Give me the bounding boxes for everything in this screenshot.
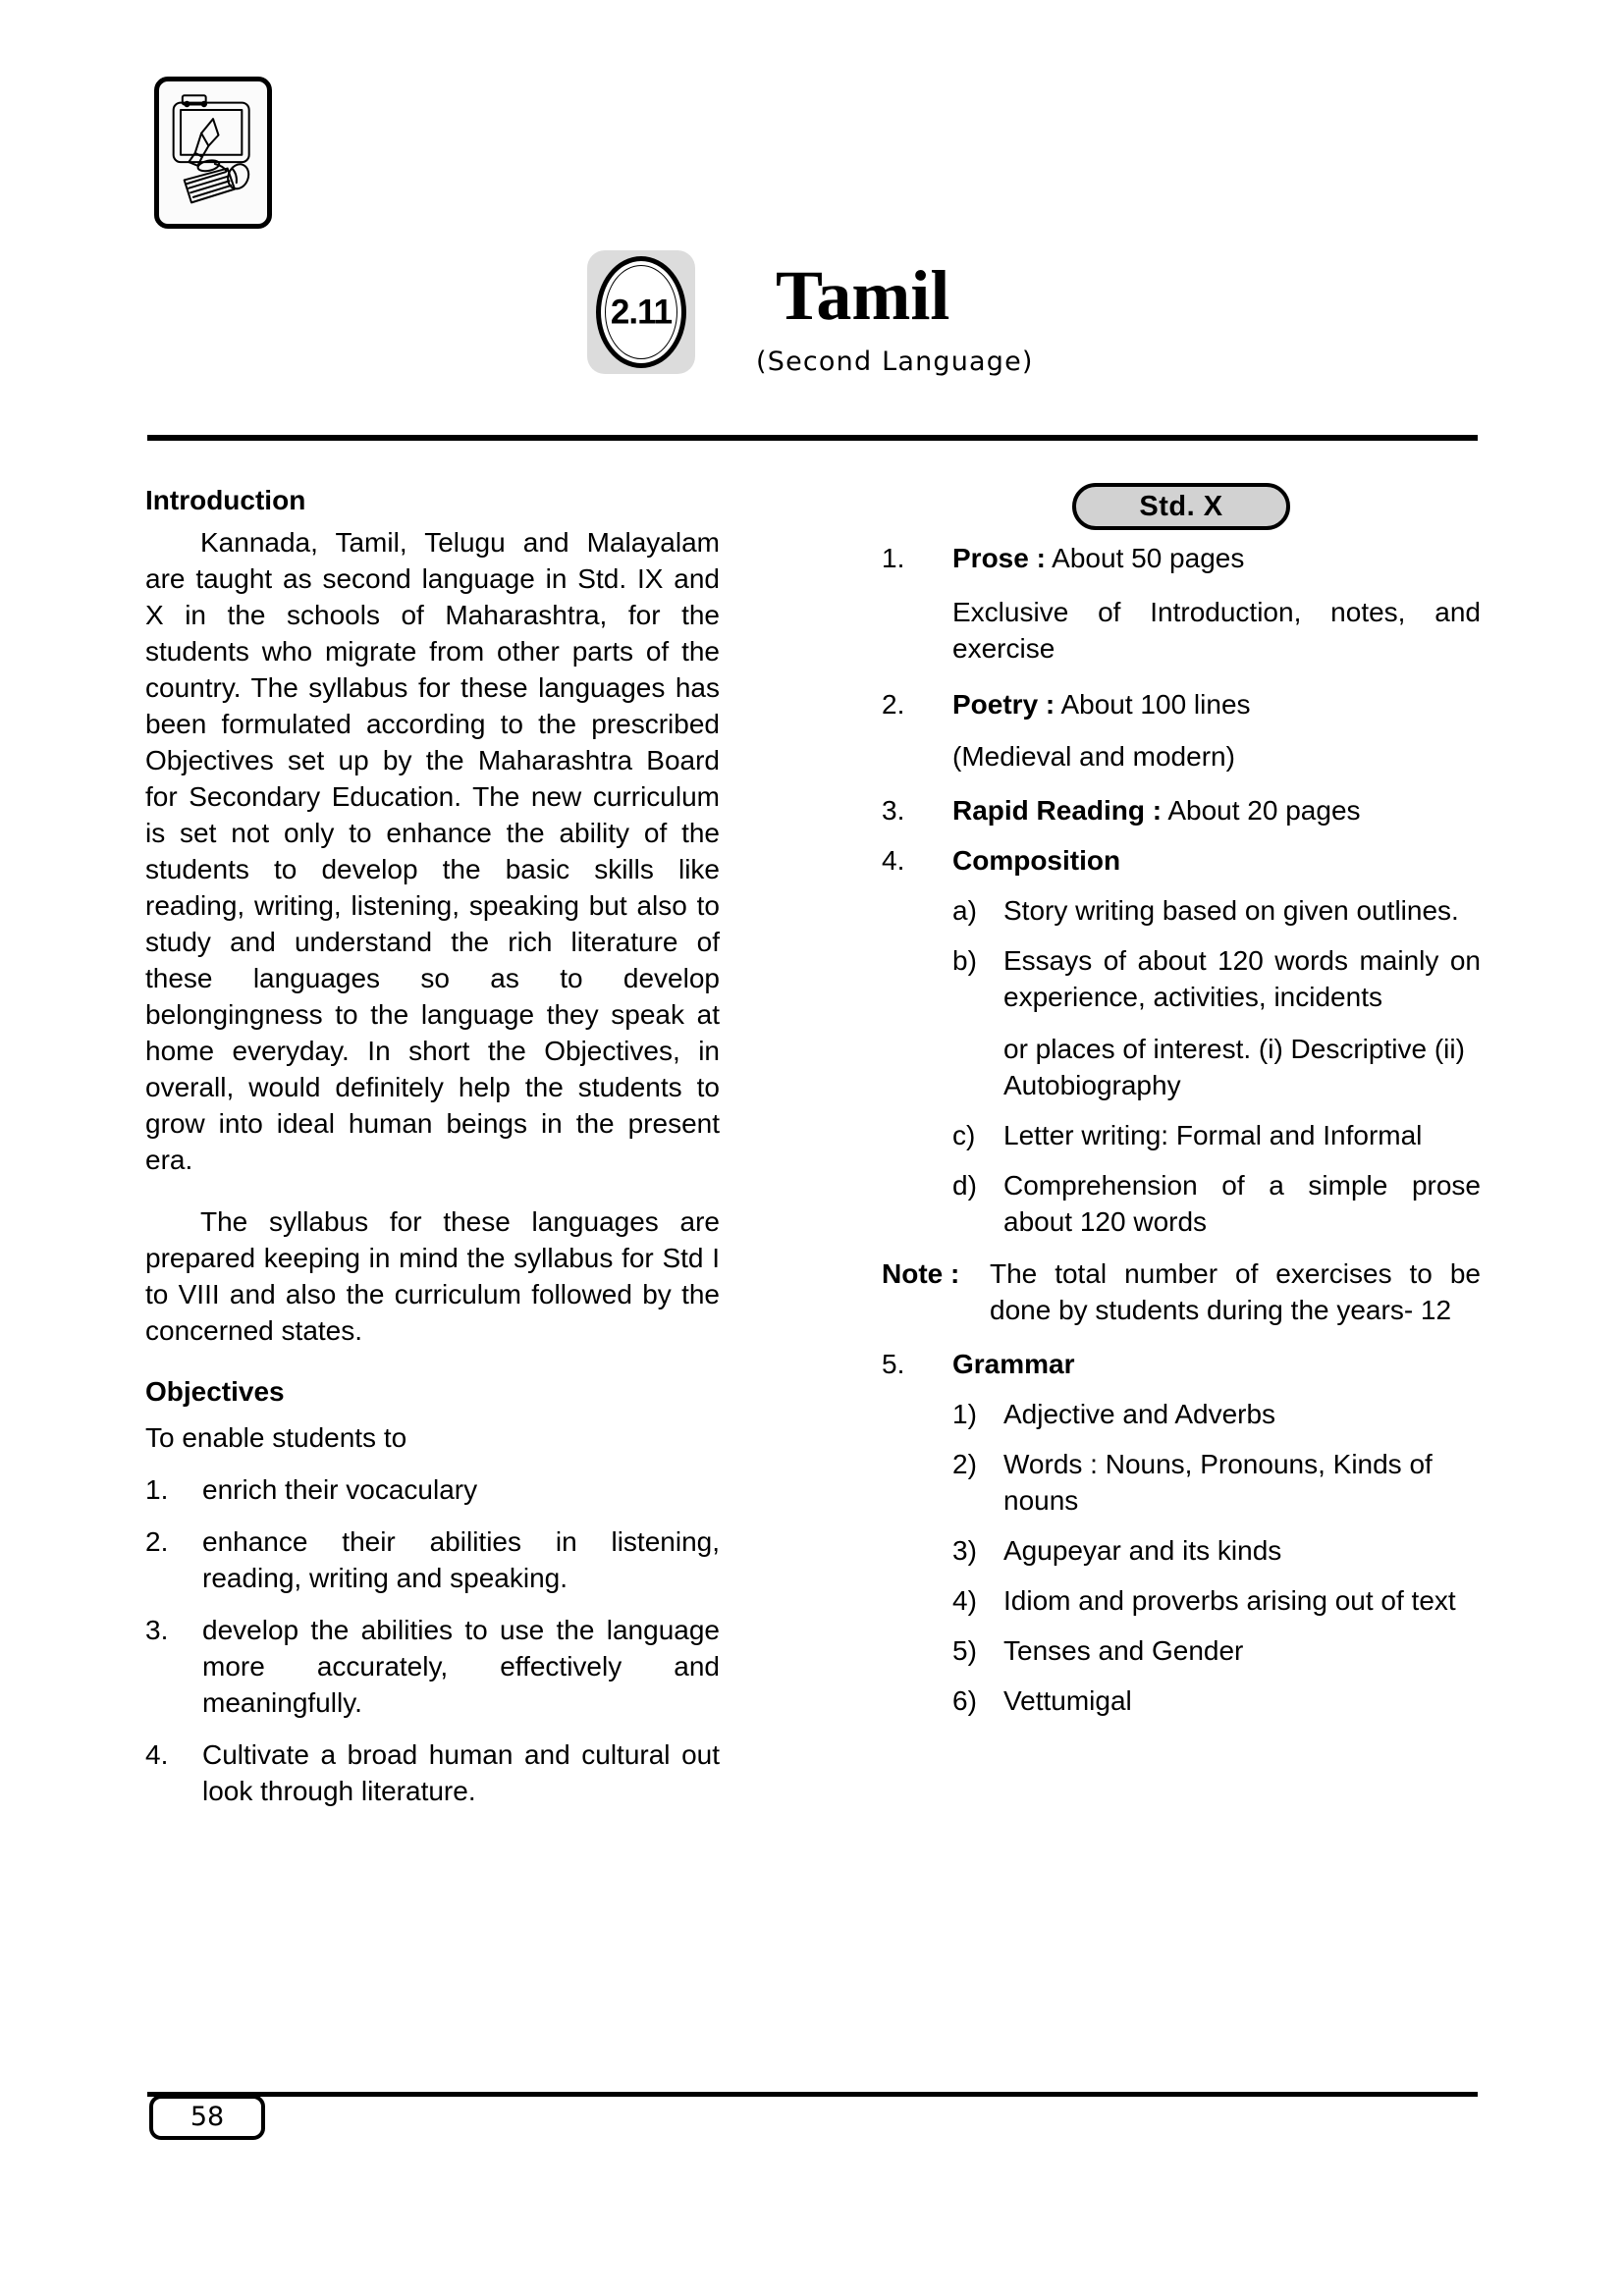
footer-divider: [147, 2092, 1478, 2097]
page-title: Tamil: [776, 256, 950, 335]
list-text: [952, 1346, 1481, 1382]
item-label: Poetry :: [952, 689, 1055, 720]
right-column: [882, 483, 1481, 1719]
list-marker: b): [952, 945, 977, 976]
list-marker: a): [952, 895, 977, 926]
list-marker: 4.: [145, 1739, 169, 1770]
list-item: [952, 1396, 1481, 1432]
list-marker: 5): [952, 1635, 977, 1666]
list-item: [952, 1167, 1481, 1240]
list-marker: d): [952, 1170, 977, 1201]
page-number-box: [149, 2095, 265, 2140]
list-marker: 2.: [882, 689, 905, 720]
list-text: develop the abilities to use the language more accurately, effectively and meaningfully.: [202, 1615, 720, 1718]
list-marker: 4): [952, 1585, 977, 1616]
poetry-note: (Medieval and modern): [952, 741, 1235, 772]
list-item: [145, 1471, 720, 1508]
list-marker: 1.: [145, 1474, 169, 1505]
list-item: [145, 1612, 720, 1721]
list-item: [952, 942, 1481, 1015]
item-value: About 100 lines: [1055, 689, 1251, 720]
note-label: Note :: [882, 1258, 960, 1289]
list-text: Letter writing: Formal and Informal: [1003, 1120, 1423, 1150]
list-marker: 3.: [145, 1615, 169, 1645]
list-text: Tenses and Gender: [1003, 1635, 1244, 1666]
list-item: [145, 1736, 720, 1809]
intro-paragraph-1: Kannada, Tamil, Telugu and Malayalam are taught as second language in Std. IX and X in the schools of Maharashtra, for the students who migrate from other parts of the country. The syllabus for these languages has been formulated according to the prescribed Objectives set up by the Maharashtra Board for Secondary Education. The new curriculum is set not only to enhance the ability of the students to develop the basic skills like reading, writing, listening, speaking but also to study and understand the rich literature of these languages so as to develop belongingness to the language they speak at home everyday. In short the Objectives, in overall, would definitely help the students to grow into ideal human beings in the present era.: [145, 527, 720, 1175]
syllabus-item-rapid-reading: [882, 792, 1481, 828]
item-label: Prose :: [952, 543, 1046, 573]
list-text: Idiom and proverbs arising out of text: [1003, 1585, 1456, 1616]
list-item: [952, 1446, 1481, 1519]
list-text: Words : Nouns, Pronouns, Kinds of nouns: [1003, 1449, 1433, 1516]
page-subtitle: (Second Language): [756, 347, 1034, 377]
status-badge: [1072, 483, 1290, 530]
list-text: [952, 842, 1481, 879]
introduction-heading: Introduction: [145, 485, 306, 515]
list-marker: 1): [952, 1399, 977, 1429]
list-marker: 6): [952, 1685, 977, 1716]
list-item: [952, 1632, 1481, 1669]
syllabus-item-composition: [882, 842, 1481, 879]
item-label: Grammar: [952, 1349, 1075, 1379]
list-text: [952, 686, 1481, 722]
list-text: Adjective and Adverbs: [1003, 1399, 1276, 1429]
syllabus-item-prose: [882, 540, 1481, 576]
list-text: enrich their vocaculary: [202, 1474, 478, 1505]
list-marker: 1.: [882, 543, 905, 573]
chapter-number-badge: [587, 250, 695, 374]
prose-note: Exclusive of Introduction, notes, and exercise: [952, 597, 1481, 664]
item-label: Composition: [952, 845, 1121, 876]
list-text: [952, 792, 1481, 828]
left-column: [145, 483, 720, 1809]
note-block: [882, 1255, 1481, 1328]
list-text: Vettumigal: [1003, 1685, 1132, 1716]
item-value: About 20 pages: [1162, 795, 1361, 826]
list-marker: 3): [952, 1535, 977, 1566]
list-marker: 3.: [882, 795, 905, 826]
item-value: About 50 pages: [1045, 543, 1245, 573]
list-marker: 2.: [145, 1526, 169, 1557]
std-badge-label: Std. X: [1139, 491, 1223, 522]
list-marker: 5.: [882, 1349, 905, 1379]
list-item: [952, 1582, 1481, 1619]
std-badge-wrapper: [882, 483, 1481, 530]
chapter-number: 2.11: [610, 293, 673, 332]
list-text: Comprehension of a simple prose about 120 words: [1003, 1170, 1481, 1237]
item-label: Rapid Reading :: [952, 795, 1163, 826]
objectives-lead: To enable students to: [145, 1422, 407, 1453]
list-text: Cultivate a broad human and cultural out look through literature.: [202, 1739, 720, 1806]
intro-paragraph-2: The syllabus for these languages are prepared keeping in mind the syllabus for Std I to VIII and also the curriculum followed by the concerned states.: [145, 1206, 720, 1346]
list-text: Story writing based on given outlines.: [1003, 895, 1459, 926]
composition-b-continuation: or places of interest. (i) Descriptive (ii) Autobiography: [1003, 1034, 1465, 1100]
list-item: [952, 1532, 1481, 1569]
header-divider: [147, 435, 1478, 441]
list-item: [952, 892, 1481, 929]
syllabus-item-poetry: [882, 686, 1481, 722]
list-text: Essays of about 120 words mainly on experience, activities, incidents: [1003, 945, 1481, 1012]
page-number: 58: [189, 2102, 225, 2132]
list-item: [952, 1117, 1481, 1153]
list-item: [952, 1682, 1481, 1719]
list-marker: 4.: [882, 845, 905, 876]
computer-monitor-pencil-keyboard-mouse-icon: [154, 77, 272, 229]
chapter-badge-ellipse: [596, 256, 686, 368]
syllabus-item-grammar: [882, 1346, 1481, 1382]
note-text: The total number of exercises to be done by students during the years- 12: [990, 1258, 1481, 1325]
list-marker: 2): [952, 1449, 977, 1479]
list-text: Agupeyar and its kinds: [1003, 1535, 1282, 1566]
list-marker: c): [952, 1120, 976, 1150]
list-text: [952, 540, 1481, 576]
list-item: [145, 1523, 720, 1596]
list-text: enhance their abilities in listening, reading, writing and speaking.: [202, 1526, 720, 1593]
objectives-heading: Objectives: [145, 1376, 285, 1407]
